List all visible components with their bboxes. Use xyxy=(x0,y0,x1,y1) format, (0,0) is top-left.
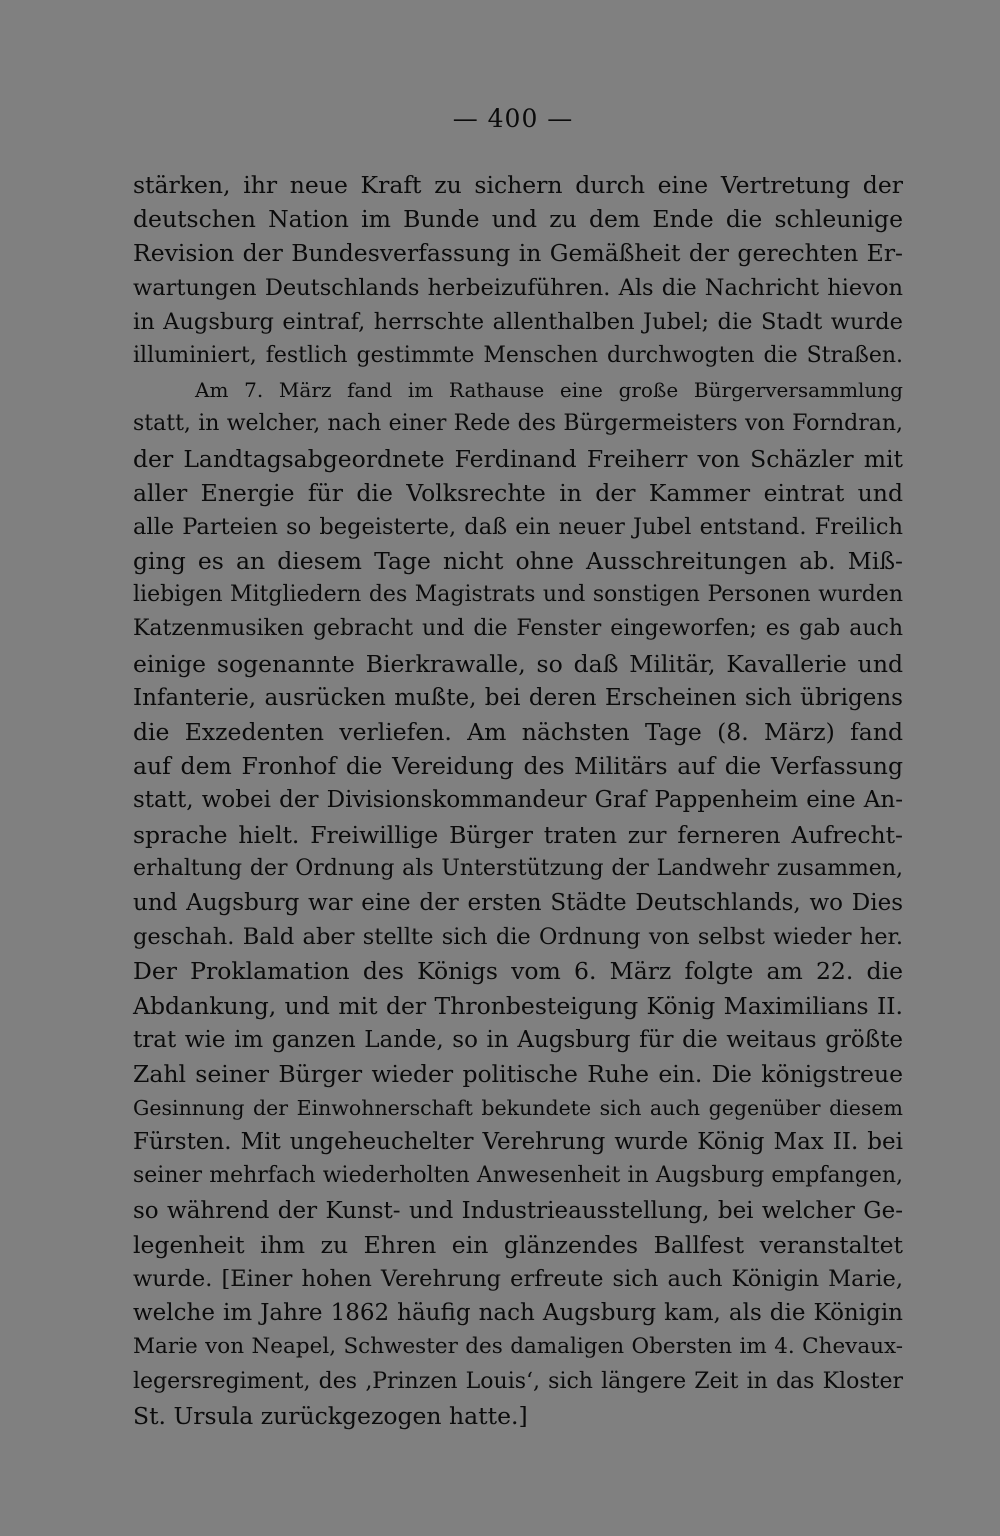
text-line: welche im Jahre 1862 häufig nach Augsburg kam, als die Königin xyxy=(133,1300,903,1327)
text-line: seiner mehrfach wiederholten Anwesenheit in Augsburg empfangen, xyxy=(133,1163,903,1189)
page-number: — 400 — xyxy=(452,104,574,133)
text-line: Zahl seiner Bürger wieder politische Ruhe ein. Die königstreue xyxy=(133,1059,903,1088)
text-line: legenheit ihm zu Ehren ein glänzendes Ballfest veranstaltet xyxy=(133,1230,903,1259)
text-line: und Augsburg war eine der ersten Städte Deutschlands, wo Dies xyxy=(133,889,903,916)
text-line: wurde. [Einer hohen Verehrung erfreute sich auch Königin Marie, xyxy=(133,1266,903,1292)
text-line: statt, in welcher, nach einer Rede des Bürgermeisters von Forndran, xyxy=(133,411,903,437)
text-line: liebigen Mitgliedern des Magistrats und sonstigen Personen wurden xyxy=(133,582,903,608)
text-line: Katzenmusiken gebracht und die Fenster eingeworfen; es gab auch xyxy=(133,616,903,642)
text-line: so während der Kunst- und Industrieausstellung, bei welcher Ge- xyxy=(133,1197,903,1224)
text-line: wartungen Deutschlands herbeizuführen. Als die Nachricht hievon xyxy=(133,274,903,301)
text-line: illuminiert, festlich gestimmte Menschen durchwogten die Straßen. xyxy=(133,342,903,368)
text-line: erhaltung der Ordnung als Unterstützung der Landwehr zusammen, xyxy=(133,855,903,881)
text-line: Infanterie, ausrücken mußte, bei deren Erscheinen sich übrigens xyxy=(133,684,903,711)
text-line: stärken, ihr neue Kraft zu sichern durch eine Vertretung der xyxy=(133,171,903,199)
text-line: Am 7. März fand im Rathause eine große Bürgerversammlung xyxy=(195,378,903,403)
text-line: deutschen Nation im Bunde und zu dem Ende die schleunige xyxy=(133,205,903,234)
text-line: der Landtagsabgeordnete Ferdinand Freiherr von Schäzler mit xyxy=(133,444,903,473)
text-line: St. Ursula zurückgezogen hatte.] xyxy=(133,1401,528,1430)
text-line: statt, wobei der Divisionskommandeur Graf Pappenheim eine An- xyxy=(133,787,903,814)
body-text xyxy=(133,168,903,1433)
text-line: ging es an diesem Tage nicht ohne Ausschreitungen ab. Miß- xyxy=(133,547,903,576)
text-line: Gesinnung der Einwohnerschaft bekundete sich auch gegenüber diesem xyxy=(133,1096,903,1121)
text-line: geschah. Bald aber stellte sich die Ordnung von selbst wieder her. xyxy=(133,924,903,951)
text-line: aller Energie für die Volksrechte in der Kammer eintrat und xyxy=(133,478,903,507)
text-line: die Exzedenten verliefen. Am nächsten Tage (8. März) fand xyxy=(133,718,903,746)
text-line: Revision der Bundesverfassung in Gemäßheit der gerechten Er- xyxy=(133,239,903,268)
text-line: auf dem Fronhof die Vereidung des Militärs auf die Verfassung xyxy=(133,752,903,781)
text-line: Abdankung, und mit der Thronbesteigung König Maximilians II. xyxy=(133,991,903,1020)
text-line: legersregiment, des ‚Prinzen Louis‘, sich längere Zeit in das Kloster xyxy=(133,1368,903,1394)
text-line: alle Parteien so begeisterte, daß ein neuer Jubel entstand. Freilich xyxy=(133,513,903,540)
text-line: einige sogenannte Bierkrawalle, so daß Militär, Kavallerie und xyxy=(133,649,903,678)
text-line: sprache hielt. Freiwillige Bürger traten zur ferneren Aufrecht- xyxy=(133,820,903,849)
text-line: Marie von Neapel, Schwester des damaligen Obersten im 4. Chevaux- xyxy=(133,1334,903,1360)
text-line: Fürsten. Mit ungeheuchelter Verehrung wurde König Max II. bei xyxy=(133,1129,903,1156)
text-line: Der Proklamation des Königs vom 6. März folgte am 22. die xyxy=(133,957,903,986)
text-line: trat wie im ganzen Lande, so in Augsburg für die weitaus größte xyxy=(133,1026,903,1053)
text-line: in Augsburg eintraf, herrschte allenthalben Jubel; die Stadt wurde xyxy=(133,308,903,335)
